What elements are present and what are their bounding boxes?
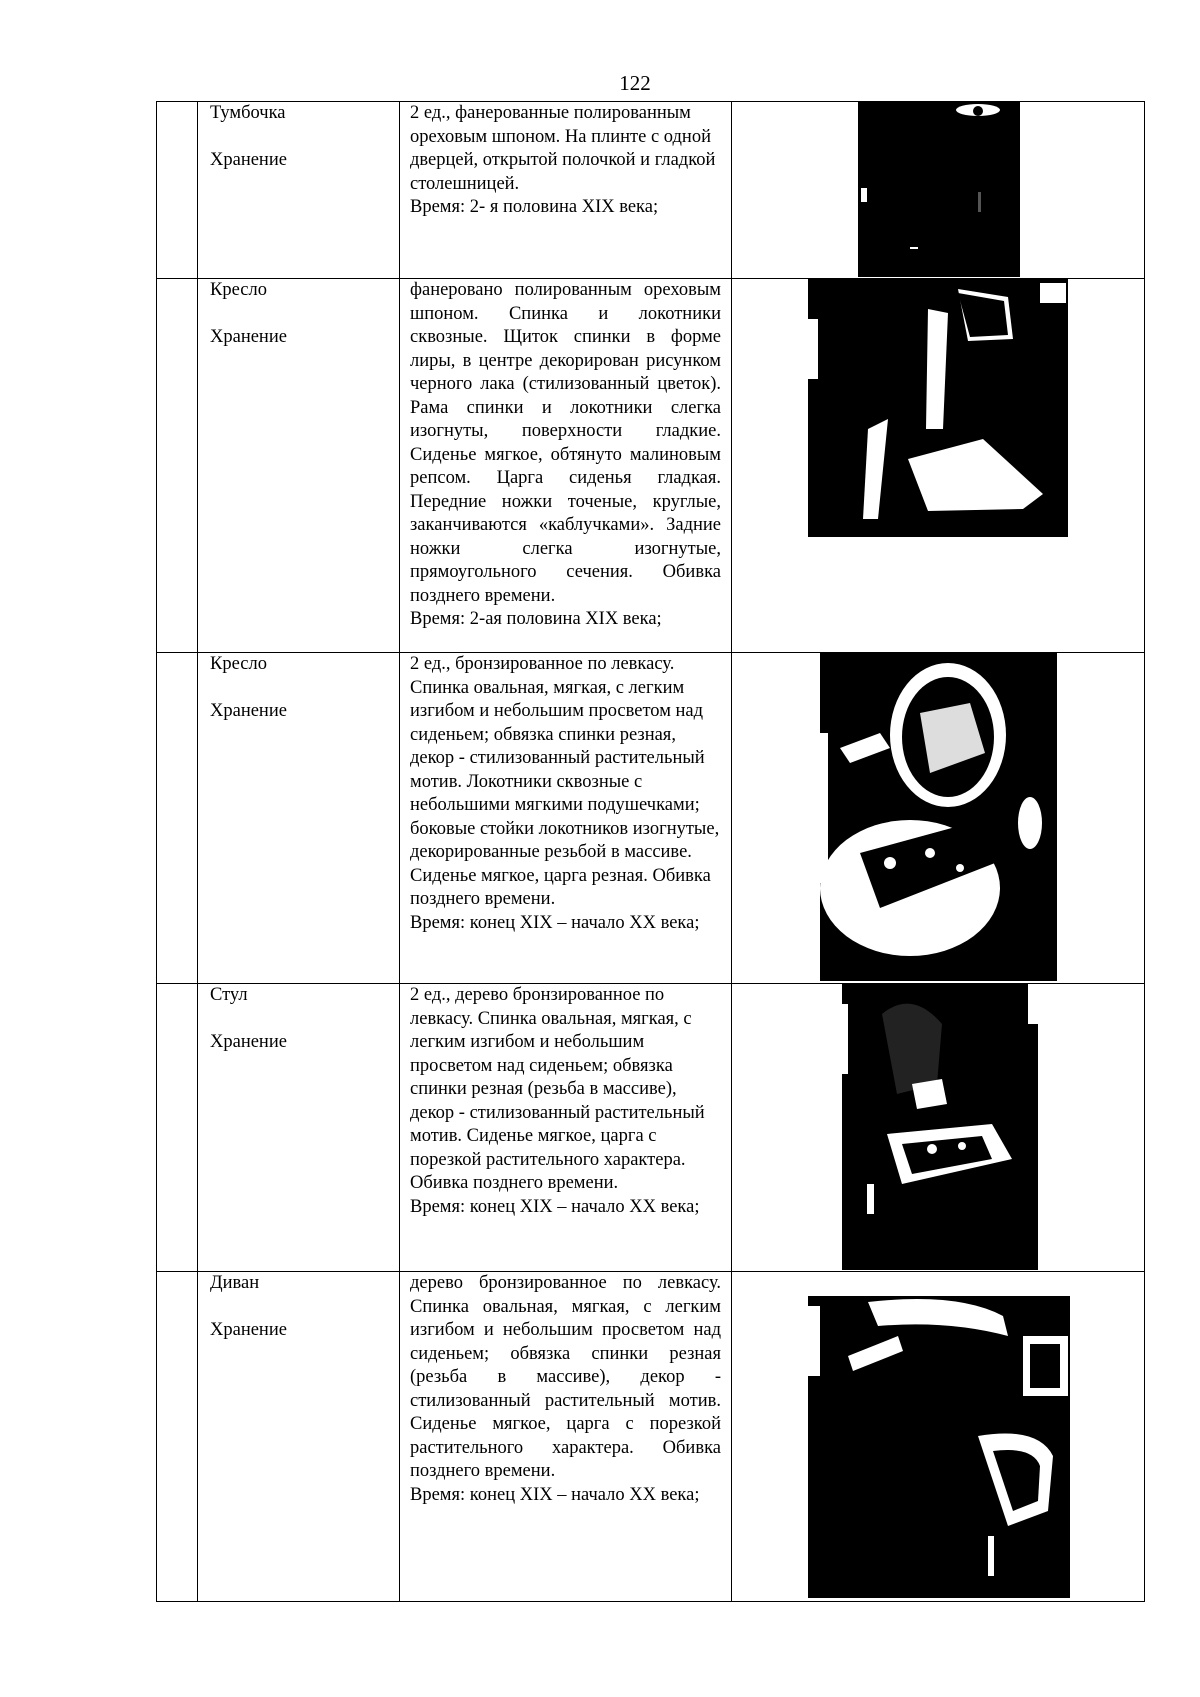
- item-category: Хранение: [210, 1031, 287, 1052]
- item-category: Хранение: [210, 326, 287, 347]
- sofa-photo: [808, 1296, 1070, 1598]
- number-cell: [157, 653, 198, 984]
- item-name: Диван: [210, 1273, 260, 1293]
- photo-cell: [732, 102, 1145, 279]
- table-row: [157, 102, 1145, 279]
- number-cell: [157, 984, 198, 1272]
- furniture-table: [156, 101, 1145, 1602]
- table-row: [157, 653, 1145, 984]
- item-name: Кресло: [210, 280, 267, 300]
- description-cell: [400, 1272, 732, 1602]
- number-cell: [157, 1272, 198, 1602]
- description-cell: [400, 984, 732, 1272]
- item-description: 2 ед., бронзированное по левкасу. Спинка овальная, мягкая, с легким изгибом и небольшим просветом над сиденьем; обвязка спинки резная, декор - стилизованный растительный мотив. Локотники сквозные с небольшими мягкими подушечками; боковые стойки локотников изогнутые, декорированные резьбой в массиве. Сиденье мягкое, царга резная. Обивка позднего времени.: [410, 654, 720, 909]
- item-time: Время: конец XIX – начало XX века;: [410, 1196, 700, 1217]
- chair-photo: [842, 984, 1038, 1270]
- item-name: Тумбочка: [210, 103, 286, 123]
- armchair-lyre-photo: [808, 279, 1068, 537]
- number-cell: [157, 279, 198, 653]
- item-time: Время: конец XIX – начало XX века;: [410, 1484, 700, 1505]
- item-category: Хранение: [210, 700, 287, 721]
- name-cell: [198, 984, 400, 1272]
- table-row: [157, 984, 1145, 1272]
- number-cell: [157, 102, 198, 279]
- item-name: Стул: [210, 985, 248, 1005]
- nightstand-photo: [858, 102, 1020, 277]
- item-description: дерево бронзированное по левкасу. Спинка овальная, мягкая, с легким изгибом и небольшим просветом над сиденьем; обвязка спинки резная (резьба в массиве), декор - стилизованный растительный мотив. Сиденье мягкое, царга с порезкой растительного характера. Обивка позднего времени.: [410, 1273, 721, 1481]
- description-cell: [400, 653, 732, 984]
- item-description: 2 ед., фанерованные полированным ореховым шпоном. На плинте с одной дверцей, открытой полочкой и гладкой столешницей.: [410, 103, 716, 194]
- photo-cell: [732, 984, 1145, 1272]
- item-name: Кресло: [210, 654, 267, 674]
- table-row: [157, 1272, 1145, 1602]
- page-number: 122: [619, 71, 651, 95]
- name-cell: [198, 279, 400, 653]
- item-description: 2 ед., дерево бронзированное по левкасу. Спинка овальная, мягкая, с легким изгибом и небольшим просветом над сиденьем; обвязка спинки резная (резьба в массиве), декор - стилизованный растительный мотив. Сиденье мягкое, царга с порезкой растительного характера. Обивка позднего времени.: [410, 985, 705, 1193]
- photo-cell: [732, 279, 1145, 653]
- description-cell: [400, 279, 732, 653]
- name-cell: [198, 1272, 400, 1602]
- item-description: фанеровано полированным ореховым шпоном. Спинка и локотники сквозные. Щиток спинки в форме лиры, в центре декорирован рисунком черного лака (стилизованный цветок). Рама спинки и локотники слегка изогнуты, поверхности гладкие. Сиденье мягкое, обтянуто малиновым репсом. Царга сиденья гладкая. Передние ножки точеные, круглые, заканчиваются «каблучками». Задние ножки слегка изогнутые, прямоугольного сечения. Обивка позднего времени.: [410, 280, 721, 606]
- description-cell: [400, 102, 732, 279]
- item-time: Время: конец XIX – начало XX века;: [410, 912, 700, 933]
- name-cell: [198, 102, 400, 279]
- item-time: Время: 2- я половина XIX века;: [410, 197, 659, 217]
- item-category: Хранение: [210, 149, 287, 170]
- photo-cell: [732, 653, 1145, 984]
- item-category: Хранение: [210, 1319, 287, 1340]
- photo-cell: [732, 1272, 1145, 1602]
- item-time: Время: 2-ая половина XIX века;: [410, 609, 662, 629]
- table-row: [157, 279, 1145, 653]
- name-cell: [198, 653, 400, 984]
- armchair-oval-photo: [820, 653, 1057, 981]
